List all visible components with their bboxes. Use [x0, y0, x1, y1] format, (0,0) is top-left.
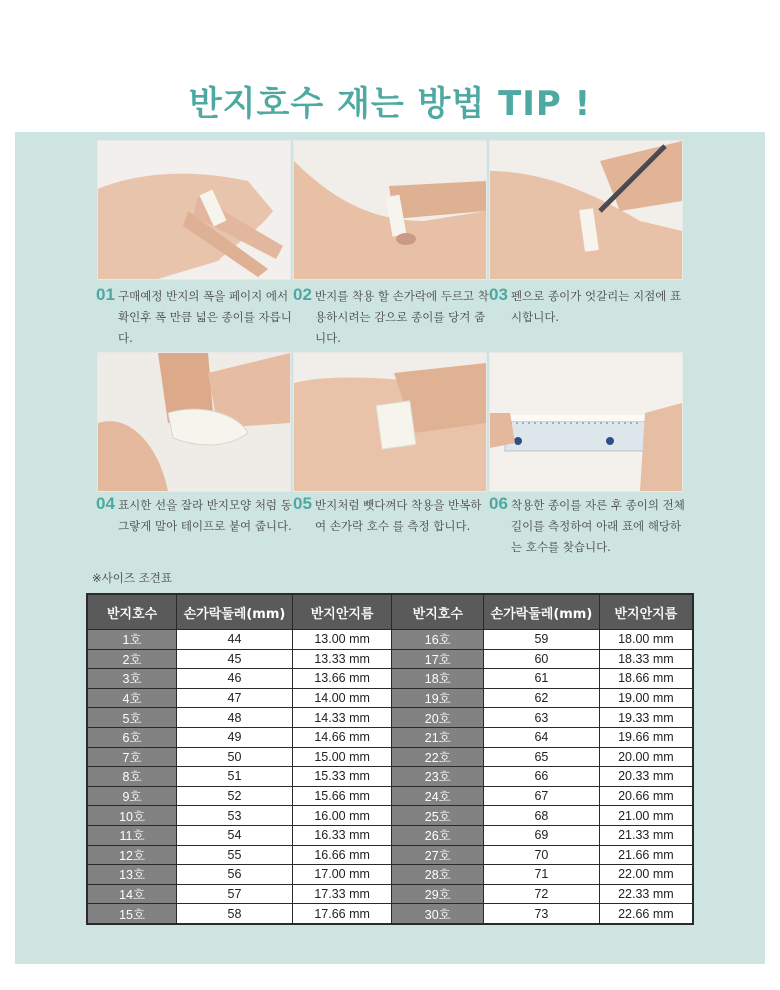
ring-size-cell: 14호	[87, 884, 177, 904]
inner-diameter-cell: 19.66 mm	[599, 727, 693, 747]
step-3-photo	[489, 140, 683, 280]
finger-circumference-cell: 64	[484, 727, 600, 747]
inner-diameter-cell: 15.33 mm	[292, 767, 392, 787]
table-row	[87, 786, 693, 806]
finger-circumference-cell: 71	[484, 865, 600, 885]
ring-size-cell: 26호	[392, 825, 484, 845]
finger-circumference-cell: 55	[177, 845, 293, 865]
inner-diameter-cell: 13.33 mm	[292, 649, 392, 669]
inner-diameter-cell: 18.33 mm	[599, 649, 693, 669]
table-header-row	[87, 594, 693, 630]
step-4-photo	[97, 352, 291, 492]
finger-circumference-cell: 54	[177, 825, 293, 845]
table-row	[87, 669, 693, 689]
finger-circumference-cell: 70	[484, 845, 600, 865]
ring-size-cell: 29호	[392, 884, 484, 904]
inner-diameter-cell: 22.66 mm	[599, 904, 693, 924]
inner-diameter-cell: 18.00 mm	[599, 630, 693, 650]
ring-size-cell: 28호	[392, 865, 484, 885]
finger-circumference-cell: 50	[177, 747, 293, 767]
finger-circumference-cell: 57	[177, 884, 293, 904]
step-description: 반지처럼 뺏다껴다 착용을 반복하여 손가락 호수 를 측정 합니다.	[315, 498, 482, 533]
inner-diameter-cell: 16.66 mm	[292, 845, 392, 865]
inner-diameter-cell: 21.00 mm	[599, 806, 693, 826]
ring-size-cell: 30호	[392, 904, 484, 924]
finger-circumference-cell: 45	[177, 649, 293, 669]
header-finger-circumference: 손가락둘레(mm)	[177, 594, 293, 630]
ring-size-cell: 23호	[392, 767, 484, 787]
table-row	[87, 884, 693, 904]
ring-size-cell: 16호	[392, 630, 484, 650]
table-row	[87, 649, 693, 669]
ring-size-cell: 20호	[392, 708, 484, 728]
step-6-photo	[489, 352, 683, 492]
inner-diameter-cell: 17.66 mm	[292, 904, 392, 924]
finger-circumference-cell: 61	[484, 669, 600, 689]
inner-diameter-cell: 17.00 mm	[292, 865, 392, 885]
ring-size-cell: 19호	[392, 688, 484, 708]
finger-circumference-cell: 65	[484, 747, 600, 767]
ring-size-cell: 3호	[87, 669, 177, 689]
ring-size-cell: 24호	[392, 786, 484, 806]
table-row	[87, 708, 693, 728]
finger-circumference-cell: 68	[484, 806, 600, 826]
ring-size-cell: 6호	[87, 727, 177, 747]
step-description: 착용한 종이를 자른 후 종이의 전체 길이를 측정하여 아래 표에 해당하는 호수를 찾습니다.	[511, 498, 685, 554]
step-description: 반지를 착용 할 손가락에 두르고 착용하시려는 감으로 종이를 당겨 줍니다.	[315, 289, 489, 345]
inner-diameter-cell: 21.33 mm	[599, 825, 693, 845]
header-inner-diameter: 반지안지름	[292, 594, 392, 630]
finger-circumference-cell: 60	[484, 649, 600, 669]
step-number: 03	[489, 285, 508, 304]
inner-diameter-cell: 20.66 mm	[599, 786, 693, 806]
finger-circumference-cell: 47	[177, 688, 293, 708]
step-number: 05	[293, 494, 312, 513]
inner-diameter-cell: 16.33 mm	[292, 825, 392, 845]
inner-diameter-cell: 15.00 mm	[292, 747, 392, 767]
table-row	[87, 806, 693, 826]
finger-circumference-cell: 53	[177, 806, 293, 826]
ring-size-cell: 22호	[392, 747, 484, 767]
inner-diameter-cell: 19.00 mm	[599, 688, 693, 708]
inner-diameter-cell: 13.66 mm	[292, 669, 392, 689]
finger-circumference-cell: 69	[484, 825, 600, 845]
ring-size-cell: 12호	[87, 845, 177, 865]
finger-circumference-cell: 56	[177, 865, 293, 885]
finger-circumference-cell: 46	[177, 669, 293, 689]
ring-size-cell: 7호	[87, 747, 177, 767]
ring-size-cell: 21호	[392, 727, 484, 747]
ring-size-cell: 4호	[87, 688, 177, 708]
table-row	[87, 904, 693, 924]
ring-size-cell: 9호	[87, 786, 177, 806]
step-description: 펜으로 종이가 엇갈리는 지점에 표시합니다.	[511, 289, 682, 324]
step-2-photo	[293, 140, 487, 280]
inner-diameter-cell: 19.33 mm	[599, 708, 693, 728]
inner-diameter-cell: 14.00 mm	[292, 688, 392, 708]
step-5-photo	[293, 352, 487, 492]
header-finger-circumference: 손가락둘레(mm)	[484, 594, 600, 630]
finger-circumference-cell: 67	[484, 786, 600, 806]
table-row	[87, 845, 693, 865]
ring-size-cell: 13호	[87, 865, 177, 885]
inner-diameter-cell: 15.66 mm	[292, 786, 392, 806]
inner-diameter-cell: 20.33 mm	[599, 767, 693, 787]
inner-diameter-cell: 20.00 mm	[599, 747, 693, 767]
header-ring-size: 반지호수	[392, 594, 484, 630]
ring-size-cell: 11호	[87, 825, 177, 845]
ring-size-cell: 2호	[87, 649, 177, 669]
ring-size-cell: 17호	[392, 649, 484, 669]
finger-circumference-cell: 66	[484, 767, 600, 787]
finger-circumference-cell: 52	[177, 786, 293, 806]
inner-diameter-cell: 22.00 mm	[599, 865, 693, 885]
finger-circumference-cell: 72	[484, 884, 600, 904]
table-row	[87, 825, 693, 845]
finger-circumference-cell: 51	[177, 767, 293, 787]
table-row	[87, 688, 693, 708]
header-ring-size: 반지호수	[87, 594, 177, 630]
step-number: 04	[96, 494, 115, 513]
finger-circumference-cell: 63	[484, 708, 600, 728]
table-row	[87, 630, 693, 650]
ring-size-cell: 1호	[87, 630, 177, 650]
ring-size-cell: 8호	[87, 767, 177, 787]
ring-size-cell: 15호	[87, 904, 177, 924]
inner-diameter-cell: 13.00 mm	[292, 630, 392, 650]
finger-circumference-cell: 62	[484, 688, 600, 708]
table-row	[87, 747, 693, 767]
finger-circumference-cell: 44	[177, 630, 293, 650]
header-inner-diameter: 반지안지름	[599, 594, 693, 630]
size-chart-note: ※사이즈 조견표	[92, 571, 172, 585]
finger-circumference-cell: 73	[484, 904, 600, 924]
ring-size-cell: 5호	[87, 708, 177, 728]
table-row	[87, 727, 693, 747]
ring-size-cell: 10호	[87, 806, 177, 826]
table-row	[87, 865, 693, 885]
step-1-photo	[97, 140, 291, 280]
inner-diameter-cell: 17.33 mm	[292, 884, 392, 904]
inner-diameter-cell: 14.66 mm	[292, 727, 392, 747]
step-number: 02	[293, 285, 312, 304]
inner-diameter-cell: 18.66 mm	[599, 669, 693, 689]
step-number: 06	[489, 494, 508, 513]
ring-size-cell: 18호	[392, 669, 484, 689]
finger-circumference-cell: 58	[177, 904, 293, 924]
finger-circumference-cell: 48	[177, 708, 293, 728]
inner-diameter-cell: 16.00 mm	[292, 806, 392, 826]
inner-diameter-cell: 22.33 mm	[599, 884, 693, 904]
inner-diameter-cell: 14.33 mm	[292, 708, 392, 728]
ring-size-table	[86, 593, 694, 925]
ring-size-cell: 25호	[392, 806, 484, 826]
step-number: 01	[96, 285, 115, 304]
table-row	[87, 767, 693, 787]
ring-size-cell: 27호	[392, 845, 484, 865]
inner-diameter-cell: 21.66 mm	[599, 845, 693, 865]
step-description: 표시한 선을 잘라 반지모양 처럼 동그랗게 말아 테이프로 붙여 줍니다.	[118, 498, 292, 533]
finger-circumference-cell: 49	[177, 727, 293, 747]
page-title: 반지호수 재는 방법 TIP !	[188, 84, 592, 124]
step-description: 구매예정 반지의 폭을 페이지 에서 확인후 폭 만큼 넓은 종이를 자릅니다.	[118, 289, 292, 345]
finger-circumference-cell: 59	[484, 630, 600, 650]
